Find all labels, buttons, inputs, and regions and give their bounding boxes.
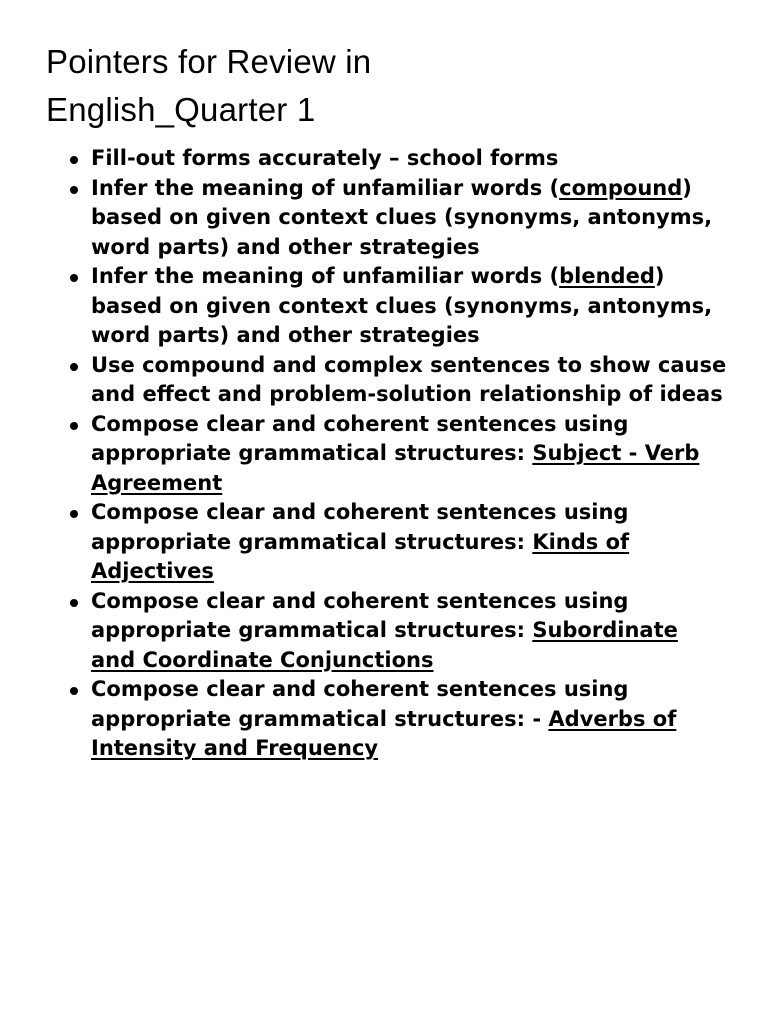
item-text: Compose clear and coherent sentences using appropriate grammatical structures: bbox=[91, 500, 629, 554]
underlined-topic: blended bbox=[559, 264, 655, 288]
list-item bbox=[46, 174, 728, 263]
item-text: Compose clear and coherent sentences using appropriate grammatical structures: - bbox=[91, 677, 629, 731]
bullet-icon bbox=[70, 186, 78, 194]
underlined-topic: Subordinate and Coordinate Conjunctions bbox=[91, 618, 678, 672]
bullet-icon bbox=[70, 510, 78, 518]
item-text: Use compound and complex sentences to show cause and effect and problem-solution relationship of ideas bbox=[91, 352, 727, 406]
item-text: Compose clear and coherent sentences using appropriate grammatical structures: bbox=[91, 411, 629, 465]
underlined-topic: Adverbs of Intensity and Frequency bbox=[91, 706, 677, 760]
item-text: ) based on given context clues (synonyms, antonyms, word parts) and other strategies bbox=[91, 264, 713, 347]
pointers-list bbox=[46, 144, 728, 764]
item-text: Compose clear and coherent sentences using appropriate grammatical structures: bbox=[91, 588, 629, 642]
underlined-topic: compound bbox=[559, 175, 683, 200]
list-item bbox=[46, 351, 728, 410]
list-item bbox=[46, 410, 728, 499]
item-text: Fill-out forms accurately – school forms bbox=[91, 146, 559, 170]
list-item bbox=[46, 262, 728, 351]
underlined-topic: Subject - Verb Agreement bbox=[91, 441, 700, 495]
title-line-1: Pointers for Review in bbox=[46, 43, 372, 80]
bullet-icon bbox=[70, 599, 78, 607]
bullet-icon bbox=[70, 687, 78, 695]
title-line-2: English_Quarter 1 bbox=[46, 91, 316, 128]
bullet-icon bbox=[70, 156, 78, 164]
list-item bbox=[46, 498, 728, 587]
list-item bbox=[46, 587, 728, 676]
bullet-icon bbox=[70, 274, 78, 282]
item-text: Infer the meaning of unfamiliar words ( bbox=[91, 264, 560, 288]
list-item bbox=[46, 675, 728, 764]
item-text: ) based on given context clues (synonyms, antonyms, word parts) and other strategies bbox=[91, 175, 713, 259]
bullet-icon bbox=[70, 422, 78, 430]
item-text: Infer the meaning of unfamiliar words ( bbox=[91, 175, 560, 200]
bullet-icon bbox=[70, 363, 78, 371]
page-title bbox=[46, 38, 728, 134]
list-item bbox=[46, 144, 728, 174]
underlined-topic: Kinds of Adjectives bbox=[91, 529, 630, 583]
